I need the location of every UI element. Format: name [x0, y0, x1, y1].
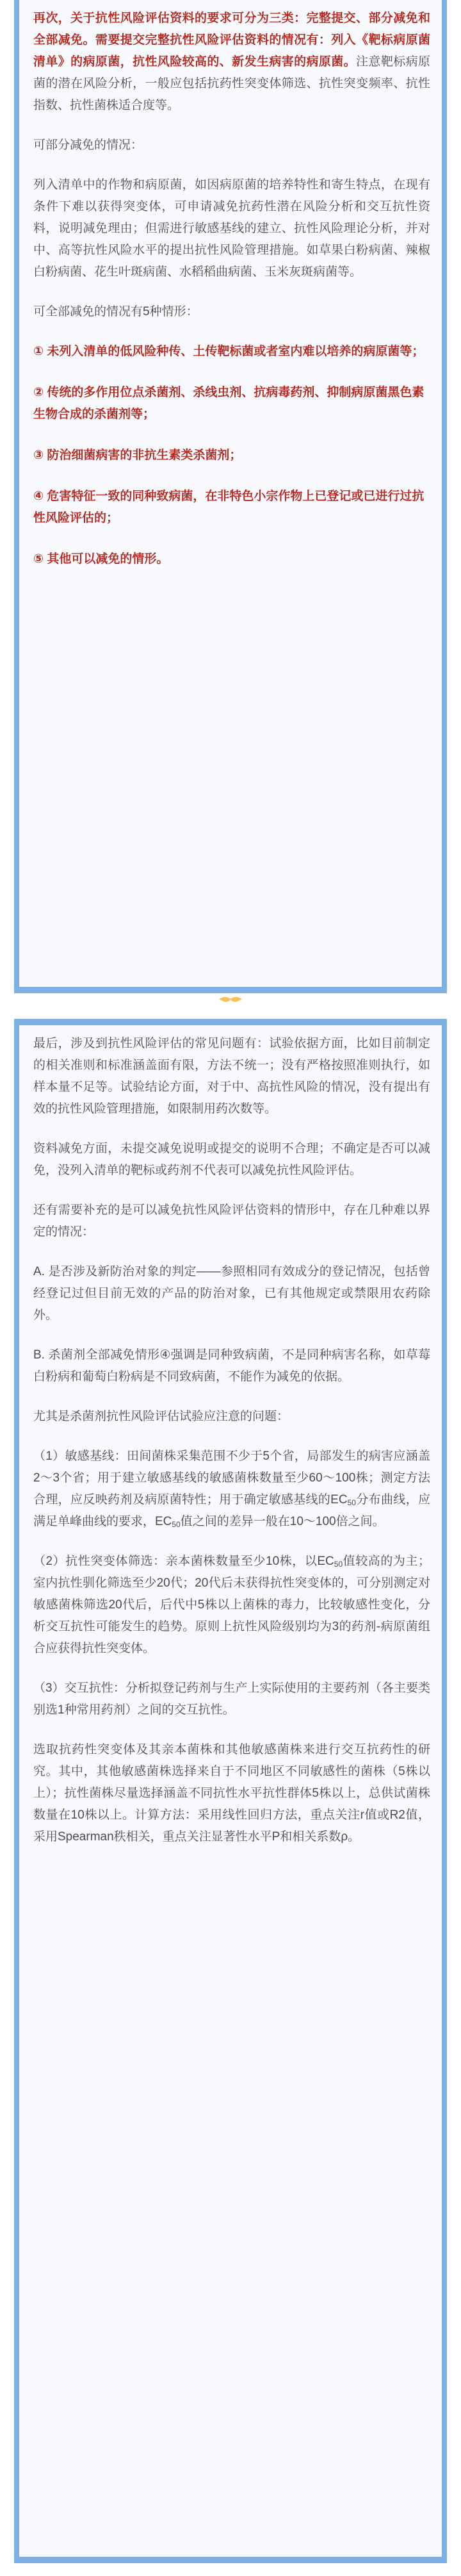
partial-waiver-title: 可部分减免的情况：: [33, 138, 143, 152]
case-a-paragraph: A. 是否涉及新防治对象的判定——参照相同有效成分的登记情况，包括曾经登记过但目前无效的产品的防治对象，已有其他规定或禁限用农药除外。: [33, 1265, 430, 1322]
supplement-paragraph: 还有需要补充的是可以减免抗性风险评估资料的情形中，存在几种难以界定的情况：: [33, 1203, 430, 1239]
waiver-item-4: ④ 危害特征一致的同种致病菌，在非特色小宗作物上已登记或已进行过抗性风险评估的；: [33, 490, 425, 525]
method-paragraph: 选取抗药性突变体及其亲本菌株和其他敏感菌株来进行交互抗药性的研究。其中，其他敏感菌株选择来自于不同地区不同敏感性的菌株（5株以上）；抗性菌株尽量选择涵盖不同抗性水平抗性群体5株以上，总供试菌株数量在10株以上。计算方法：采用线性回归方法，重点关注r值或R2值，采用Spearman秩相关，重点关注显著性水平P和相关系数ρ。: [33, 1743, 430, 1844]
partial-waiver-body: 列入清单中的作物和病原菌，如因病原菌的培养特性和寄生特点，在现有条件下难以获得突变体，可申请减免抗药性潜在风险分析和交互抗性资料，说明减免理由；但需进行敏感基线的建立、抗性风险理论分析，并对中、高等抗性风险水平的提出抗性风险管理措施。如草果白粉病菌、辣椒白粉病菌、花生叶斑病菌、水稻稻曲病菌、玉米灰斑病菌等。: [33, 178, 430, 279]
fungicide-notes-title: 尤其是杀菌剂抗性风险评估试验应注意的问题：: [33, 1410, 289, 1423]
content-card-1: [14, 0, 447, 987]
case-b-paragraph: B. 杀菌剂全部减免情形④强调是同种致病菌，不是同种病害名称，如草莓白粉病和葡萄白粉病是不同致病菌，不能作为减免的依据。: [33, 1348, 430, 1383]
waiver-item-2: ② 传统的多作用位点杀菌剂、杀线虫剂、抗病毒药剂、抑制病原菌黑色素生物合成的杀菌剂等；: [33, 386, 425, 421]
mustache-icon: [218, 996, 243, 1005]
waiver-item-1: ① 未列入清单的低风险种传、土传靶标菌或者室内难以培养的病原菌等；: [33, 345, 425, 358]
waiver-item-3: ③ 防治细菌病害的非抗生素类杀菌剂；: [33, 449, 242, 462]
common-issues-paragraph: 最后，涉及到抗性风险评估的常见问题有：试验依据方面，比如目前制定的相关准则和标准涵盖面有限，方法不统一；没有严格按照准则执行，如样本量不足等。试验结论方面，对于中、高抗性风险的情况，没有提出有效的抗性风险管理措施，如限制用药次数等。: [33, 1037, 430, 1116]
intro-paragraph: [33, 8, 430, 117]
mutant-screening-paragraph: （2）抗性突变体筛选：亲本菌株数量至少10株，以$EC_{50}$值较高的为主；室内抗性驯化筛选至少20代；20代后未获得抗性突变体的，可分别测定对敏感菌株筛选20代后，后代中5株以上菌株的毒力，比较敏感性变化，分析交互抗性可能发生的趋势。原则上抗性风险级别均为3的药剂-病原菌组合应获得抗性突变体。: [33, 1555, 430, 1655]
waiver-item-5: ⑤ 其他可以减免的情形。: [33, 552, 169, 566]
full-waiver-title: 可全部减免的情况有5种情形：: [33, 305, 198, 318]
divider: [0, 996, 461, 1005]
intro-highlight: 再次，关于抗性风险评估资料的要求可分为三类：完整提交、部分减免和全部减免。需要提交完整抗性风险评估资料的情况有：列入《靶标病原菌清单》的病原菌，抗性风险较高的、新发生病害的病原菌。: [33, 12, 430, 69]
waiver-issues-paragraph: 资料减免方面，未提交减免说明或提交的说明不合理；不确定是否可以减免，没列入清单的靶标或药剂不代表可以减免抗性风险评估。: [33, 1142, 430, 1177]
intro-rest: 注意靶标病原菌的潜在风险分析，一般应包括抗药性突变体筛选、抗性突变频率、抗性指数、抗性菌株适合度等。: [33, 55, 430, 112]
sensitivity-baseline-paragraph: （1）敏感基线：田间菌株采集范围不少于5个省，局部发生的病害应涵盖2～3个省；用于建立敏感基线的敏感菌株数量至少60～100株；测定方法合理，应反映药剂及病原菌特性；用于确定敏感基线的$EC_{50}$分布曲线，应满足单峰曲线的要求，$EC_{50}$值之间的差异一般在10～100倍之间。: [33, 1449, 430, 1529]
content-card-2: [14, 1019, 447, 2563]
cross-resistance-paragraph: （3）交互抗性：分析拟登记药剂与生产上实际使用的主要药剂（各主要类别选1种常用药剂）之间的交互抗性。: [33, 1681, 430, 1717]
